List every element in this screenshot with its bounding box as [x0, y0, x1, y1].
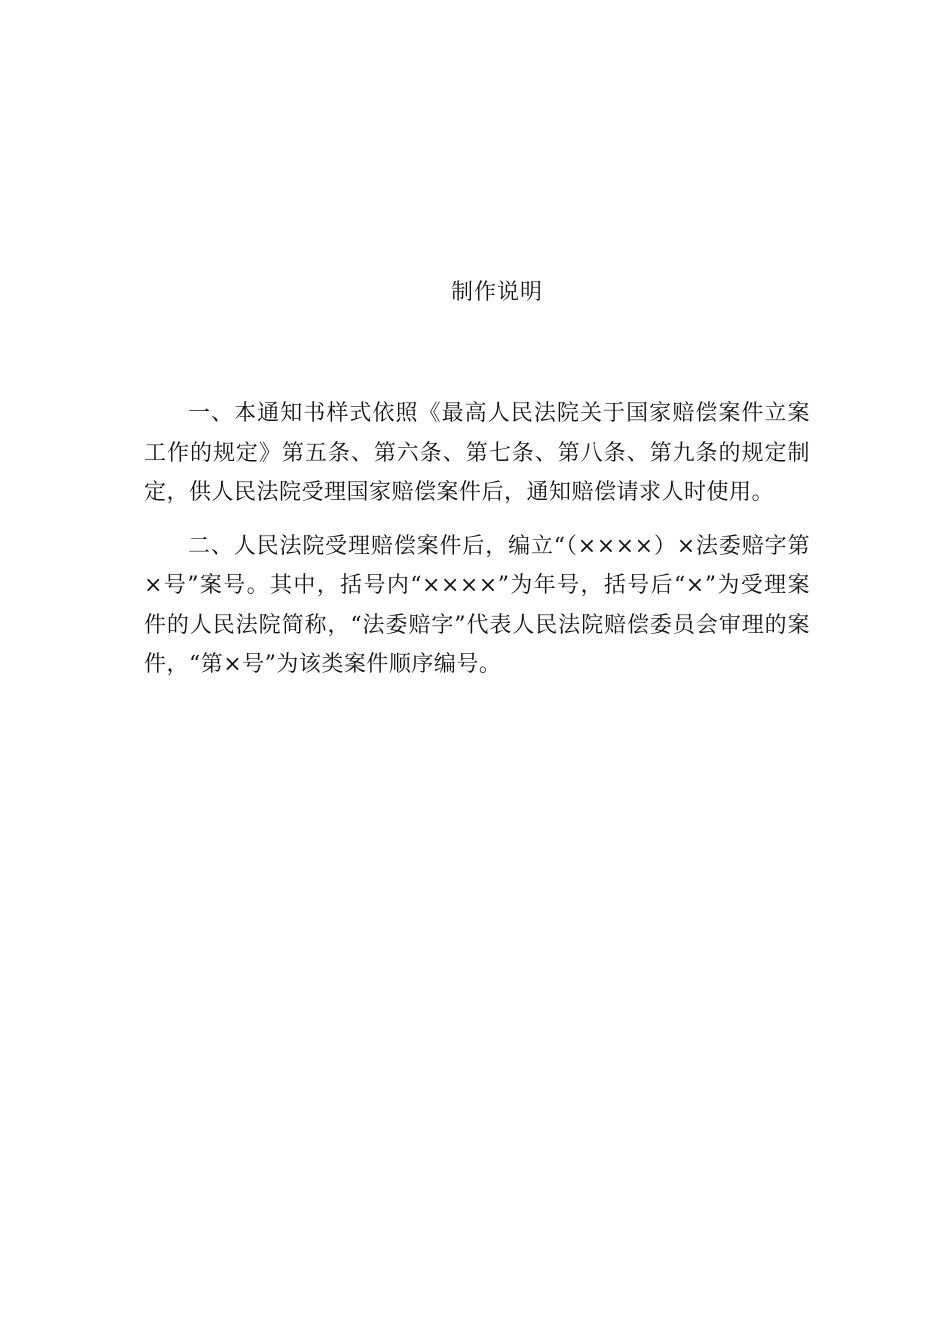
- paragraph-1: 一、本通知书样式依照《最高人民法院关于国家赔偿案件立案工作的规定》第五条、第六条、第七条、第八条、第九条的规定制定，供人民法院受理国家赔偿案件后，通知赔偿请求人时使用。: [144, 401, 810, 505]
- document-body: [144, 394, 810, 699]
- paragraph-2: 二、人民法院受理赔偿案件后，编立“（××××）×法委赔字第×号”案号。其中，括号内“××××”为年号，括号后“×”为受理案件的人民法院简称，“法委赔字”代表人民法院赔偿委员会审理的案件，“第×号”为该类案件顺序编号。: [144, 533, 810, 677]
- document-title: 制作说明: [450, 280, 543, 305]
